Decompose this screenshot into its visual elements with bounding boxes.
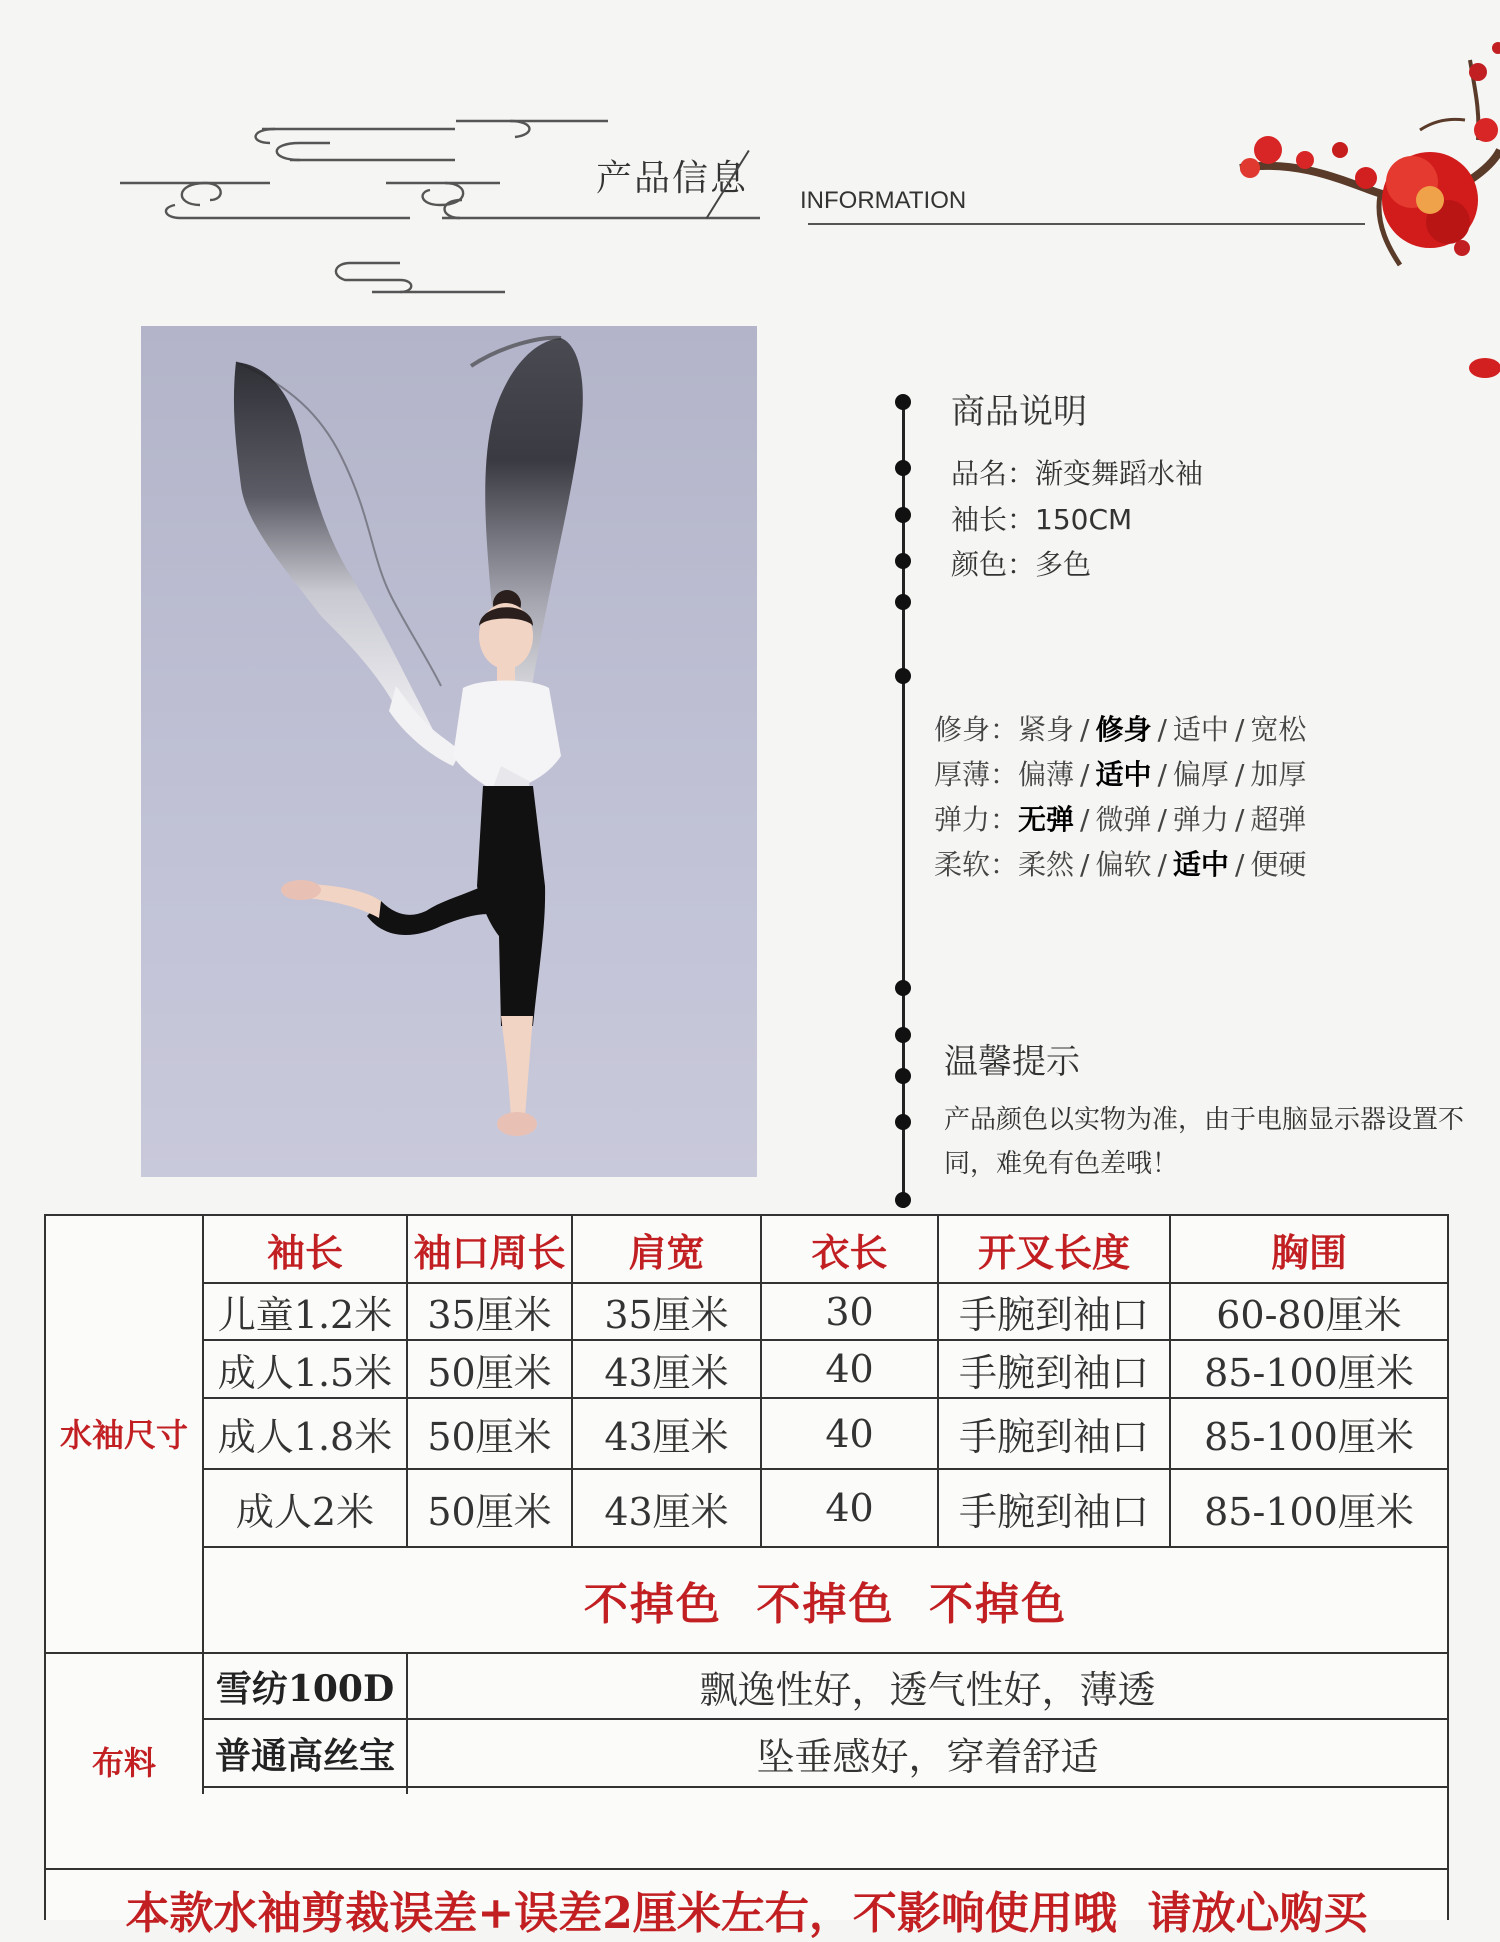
attribute-option: 加厚 — [1250, 758, 1307, 791]
table-cell: 成人1.5米 — [217, 1350, 393, 1395]
sleeve-length-line: 袖长：150CM — [951, 503, 1133, 536]
attribute-option-selected: 修身 — [1095, 713, 1152, 746]
attribute-option: 宽松 — [1250, 713, 1307, 746]
attribute-option: 柔然 — [1018, 848, 1075, 881]
plum-blossom-icon — [1240, 42, 1500, 378]
attribute-option: 便硬 — [1250, 848, 1307, 881]
header-slit-length: 开叉长度 — [977, 1229, 1130, 1275]
timeline-dot — [895, 1027, 911, 1043]
attribute-option: 弹力 — [1172, 803, 1229, 836]
product-name-line: 品名：渐变舞蹈水袖 — [951, 457, 1204, 490]
timeline-dot — [895, 1192, 911, 1208]
table-cell: 成人1.8米 — [217, 1415, 393, 1459]
timeline-dot — [895, 507, 911, 523]
table-cell: 40 — [825, 1486, 874, 1530]
thickness-attribute-row — [934, 753, 1306, 793]
table-cell: 成人2米 — [235, 1489, 375, 1534]
attribute-option: 紧身 — [1018, 713, 1075, 746]
header-decoration — [0, 0, 1500, 380]
warm-tips-title: 温馨提示 — [944, 1042, 1080, 1082]
header-sleeve-length: 袖长 — [266, 1229, 343, 1275]
header-cuff-circumference: 袖口周长 — [413, 1229, 566, 1275]
attribute-option: 偏薄 — [1018, 758, 1075, 791]
product-photo — [141, 326, 757, 1177]
size-table — [44, 1214, 1449, 1939]
table-cell: 40 — [825, 1411, 874, 1456]
option-separator: / — [1080, 758, 1090, 791]
option-separator: / — [1080, 713, 1090, 746]
option-separator: / — [1157, 803, 1167, 836]
option-separator: / — [1157, 713, 1167, 746]
option-separator: / — [1080, 848, 1090, 881]
fabric-description: 坠垂感好，穿着舒适 — [756, 1734, 1099, 1779]
section-title-cn: 产品信息 — [596, 158, 749, 199]
attribute-option-selected: 适中 — [1095, 758, 1152, 791]
table-cell: 35厘米 — [427, 1293, 552, 1337]
attribute-option: 微弹 — [1095, 803, 1152, 836]
attribute-label: 柔软： — [934, 848, 1019, 881]
attribute-option-selected: 无弹 — [1018, 803, 1075, 836]
table-cell: 43厘米 — [604, 1489, 729, 1534]
table-cell: 43厘米 — [604, 1415, 729, 1459]
header-shoulder-width: 肩宽 — [628, 1229, 705, 1275]
timeline-dot — [895, 460, 911, 476]
attribute-label: 修身： — [934, 713, 1019, 746]
header-garment-length: 衣长 — [811, 1229, 888, 1275]
table-cell: 60-80厘米 — [1216, 1293, 1402, 1337]
elasticity-attribute-row — [934, 798, 1306, 838]
attribute-option: 超弹 — [1250, 803, 1307, 836]
option-separator: / — [1234, 848, 1245, 881]
timeline-dot — [895, 394, 911, 410]
table-cell: 85-100厘米 — [1204, 1350, 1414, 1395]
timeline-dot — [895, 1114, 911, 1130]
dancer-illustration — [141, 326, 757, 1177]
timeline-dot — [895, 668, 911, 684]
table-cell: 手腕到袖口 — [958, 1489, 1149, 1534]
table-cell: 50厘米 — [427, 1350, 552, 1395]
table-cell: 50厘米 — [427, 1415, 552, 1459]
product-description-title: 商品说明 — [951, 392, 1087, 432]
fit-attribute-row — [934, 708, 1306, 748]
table-cell: 35厘米 — [604, 1293, 729, 1337]
attribute-label: 厚薄： — [934, 758, 1019, 791]
table-cell: 85-100厘米 — [1204, 1415, 1414, 1459]
option-separator: / — [1080, 803, 1090, 836]
option-separator: / — [1157, 848, 1167, 881]
table-cell: 85-100厘米 — [1204, 1489, 1414, 1534]
table-cell: 43厘米 — [604, 1350, 729, 1395]
timeline-dot — [895, 594, 911, 610]
header-chest: 胸围 — [1270, 1229, 1347, 1275]
color-line: 颜色：多色 — [951, 548, 1092, 581]
tolerance-note: 本款水袖剪裁误差+误差2厘米左右，不影响使用哦 请放心购买 — [125, 1888, 1368, 1939]
attribute-option-selected: 适中 — [1172, 848, 1229, 881]
colorfast-banner: 不掉色 不掉色 不掉色 — [583, 1579, 1068, 1630]
table-cell: 手腕到袖口 — [958, 1293, 1149, 1337]
table-cell: 30 — [825, 1289, 874, 1334]
option-separator: / — [1234, 803, 1245, 836]
option-separator: / — [1234, 758, 1245, 791]
size-group-label: 水袖尺寸 — [59, 1416, 188, 1454]
fabric-description: 飘逸性好，透气性好，薄透 — [699, 1667, 1156, 1712]
fabric-group-label: 布料 — [91, 1744, 156, 1782]
table-cell: 手腕到袖口 — [958, 1350, 1149, 1395]
option-separator: / — [1234, 713, 1245, 746]
timeline-dot — [895, 1068, 911, 1084]
table-cell: 手腕到袖口 — [958, 1415, 1149, 1459]
attribute-option: 偏软 — [1095, 848, 1152, 881]
option-separator: / — [1157, 758, 1167, 791]
timeline-dot — [895, 980, 911, 996]
attribute-label: 弹力： — [934, 803, 1019, 836]
softness-attribute-row — [934, 843, 1306, 883]
fabric-name: 普通高丝宝 — [214, 1734, 395, 1777]
attribute-option: 适中 — [1172, 713, 1229, 746]
table-cell: 儿童1.2米 — [217, 1293, 393, 1337]
fabric-name: 雪纺100D — [215, 1667, 395, 1710]
attribute-option: 偏厚 — [1172, 758, 1229, 791]
table-cell: 50厘米 — [427, 1489, 552, 1534]
section-title-en: INFORMATION — [800, 187, 967, 214]
notice-text: 产品颜色以实物为准，由于电脑显示器设置不同，难免有色差哦！ — [944, 1105, 1465, 1179]
timeline-dot — [895, 553, 911, 569]
table-cell: 40 — [825, 1347, 874, 1391]
